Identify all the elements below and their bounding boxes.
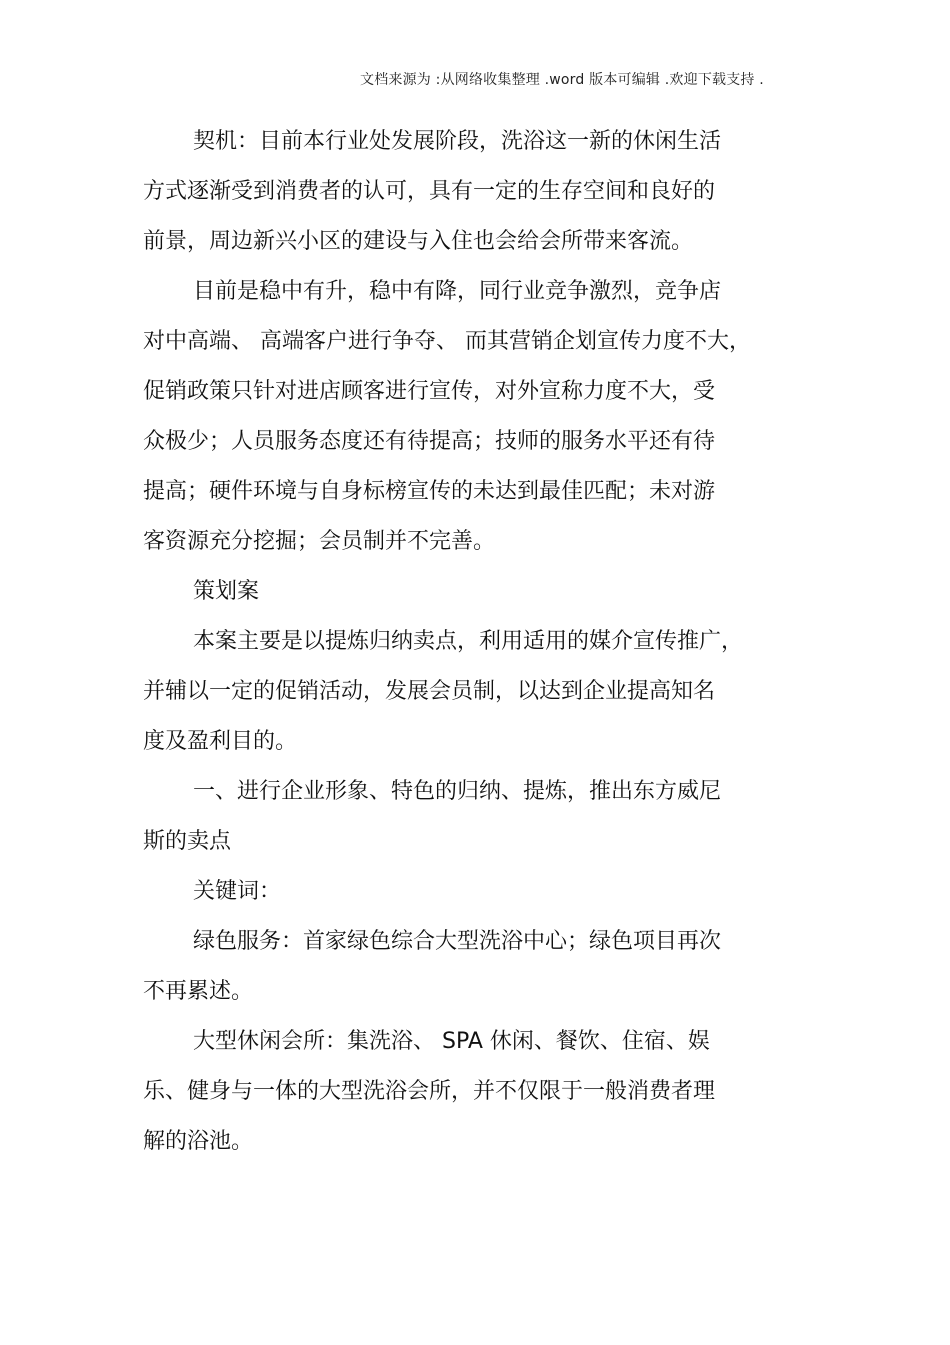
paragraph-line: 众极少；人员服务态度还有待提高；技师的服务水平还有待: [143, 429, 716, 454]
paragraph-line: 客资源充分挖掘；会员制并不完善。: [143, 529, 496, 554]
paragraph-line: 对中高端、 高端客户进行争夺、 而其营销企划宣传力度不大，: [143, 329, 751, 354]
paragraph-line: 促销政策只针对进店顾客进行宣传，对外宣称力度不大，受: [143, 379, 716, 404]
paragraph-line: 本案主要是以提炼归纳卖点，利用适用的媒介宣传推广，: [193, 629, 744, 654]
keywords-label: 关键词：: [193, 879, 282, 904]
section-heading: 斯的卖点: [143, 829, 232, 854]
paragraph-line: 解的浴池。: [143, 1129, 254, 1154]
paragraph-line: 大型休闲会所：集洗浴、 SPA 休闲、餐饮、住宿、娱: [193, 1029, 710, 1054]
paragraph-line: 提高；硬件环境与自身标榜宣传的未达到最佳匹配；未对游: [143, 479, 716, 504]
paragraph-line: 乐、健身与一体的大型洗浴会所，并不仅限于一般消费者理: [143, 1079, 716, 1104]
paragraph-line: 不再累述。: [143, 979, 254, 1004]
section-heading: 策划案: [193, 579, 260, 604]
paragraph-line: 方式逐渐受到消费者的认可，具有一定的生存空间和良好的: [143, 179, 716, 204]
paragraph-line: 契机：目前本行业处发展阶段，洗浴这一新的休闲生活: [193, 129, 722, 154]
paragraph-line: 前景，周边新兴小区的建设与入住也会给会所带来客流。: [143, 229, 694, 254]
section-heading: 一、进行企业形象、特色的归纳、提炼，推出东方威尼: [193, 779, 722, 804]
paragraph-line: 度及盈利目的。: [143, 729, 298, 754]
header-note: 文档来源为 :从网络收集整理 .word 版本可编辑 .欢迎下载支持 .: [360, 72, 764, 88]
paragraph-line: 目前是稳中有升，稳中有降，同行业竞争激烈，竞争店: [193, 279, 722, 304]
paragraph-line: 并辅以一定的促销活动，发展会员制，以达到企业提高知名: [143, 679, 716, 704]
paragraph-line: 绿色服务：首家绿色综合大型洗浴中心；绿色项目再次: [193, 929, 722, 954]
